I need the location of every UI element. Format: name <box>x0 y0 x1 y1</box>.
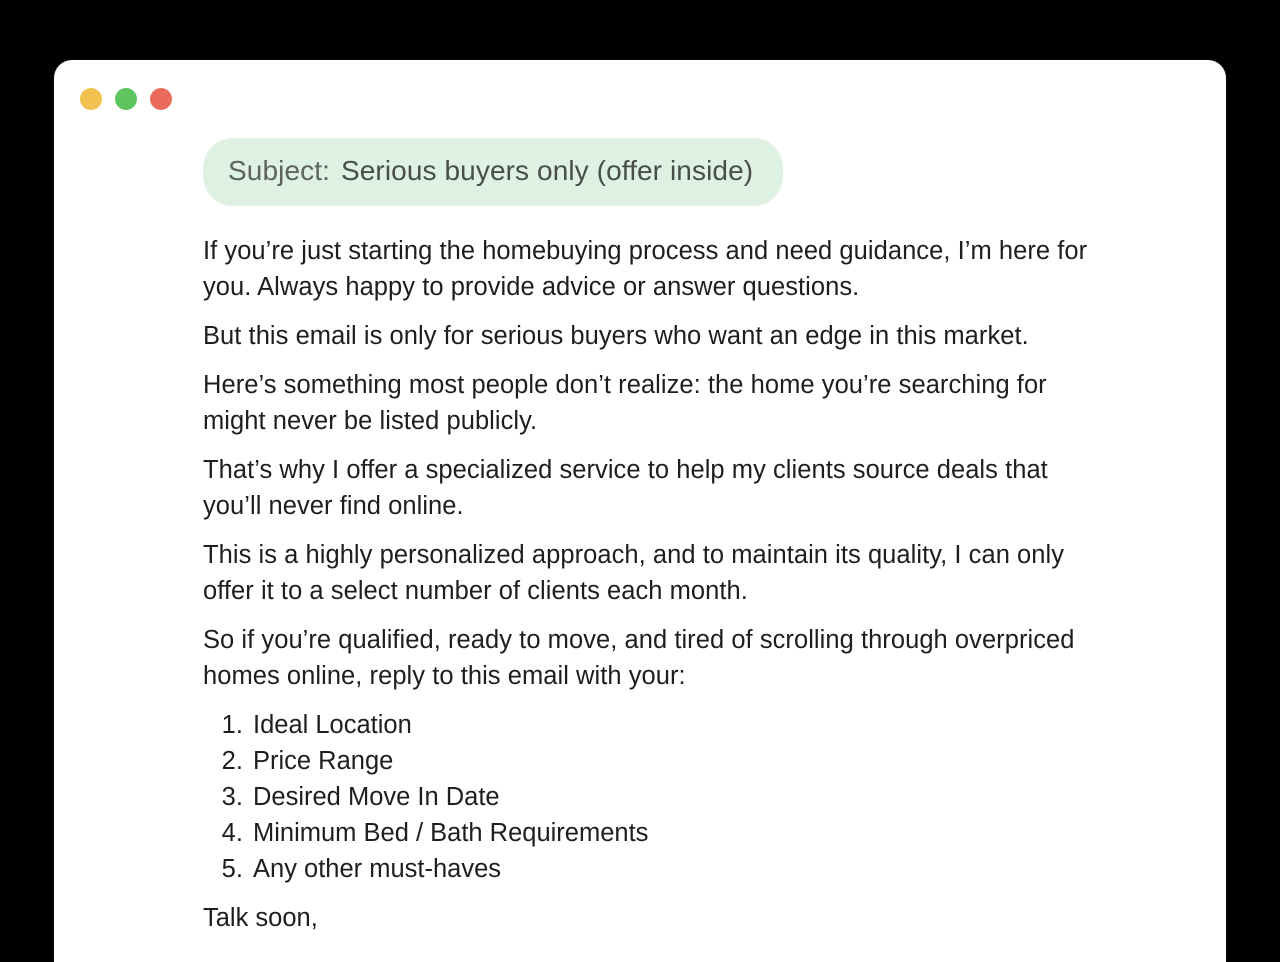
requirements-list <box>203 707 1166 887</box>
email-paragraph: Here’s something most people don’t realize: the home you’re searching for might never be listed publicly. <box>203 371 1047 435</box>
email-body <box>54 138 1226 936</box>
email-subject-pill <box>203 138 783 206</box>
email-paragraph: This is a highly personalized approach, and to maintain its quality, I can only offer it to a select number of clients each month. <box>203 541 1065 605</box>
list-item: 4. Minimum Bed / Bath Requirements <box>250 815 1166 851</box>
traffic-light-controls <box>80 88 172 110</box>
close-button-icon[interactable] <box>150 88 172 110</box>
minimize-button-icon[interactable] <box>80 88 102 110</box>
list-item: 1. Ideal Location <box>250 707 1166 743</box>
list-item: 5. Any other must-haves <box>250 851 1166 887</box>
subject-value: Serious buyers only (offer inside) <box>340 155 754 186</box>
maximize-button-icon[interactable] <box>115 88 137 110</box>
subject-label: Subject: <box>228 155 330 186</box>
list-item: 2. Price Range <box>250 743 1166 779</box>
email-paragraph: But this email is only for serious buyers who want an edge in this market. <box>203 322 1029 350</box>
list-item: 3. Desired Move In Date <box>250 779 1166 815</box>
email-signoff: Talk soon, <box>203 904 318 932</box>
email-paragraph: That’s why I offer a specialized service to help my clients source deals that you’ll never find online. <box>203 456 1048 520</box>
window-titlebar <box>54 60 1226 138</box>
email-paragraph: So if you’re qualified, ready to move, and tired of scrolling through overpriced homes online, reply to this email with your: <box>203 626 1075 690</box>
email-paragraph: If you’re just starting the homebuying process and need guidance, I’m here for you. Always happy to provide advice or answer questions. <box>203 237 1088 301</box>
app-window <box>54 60 1226 962</box>
